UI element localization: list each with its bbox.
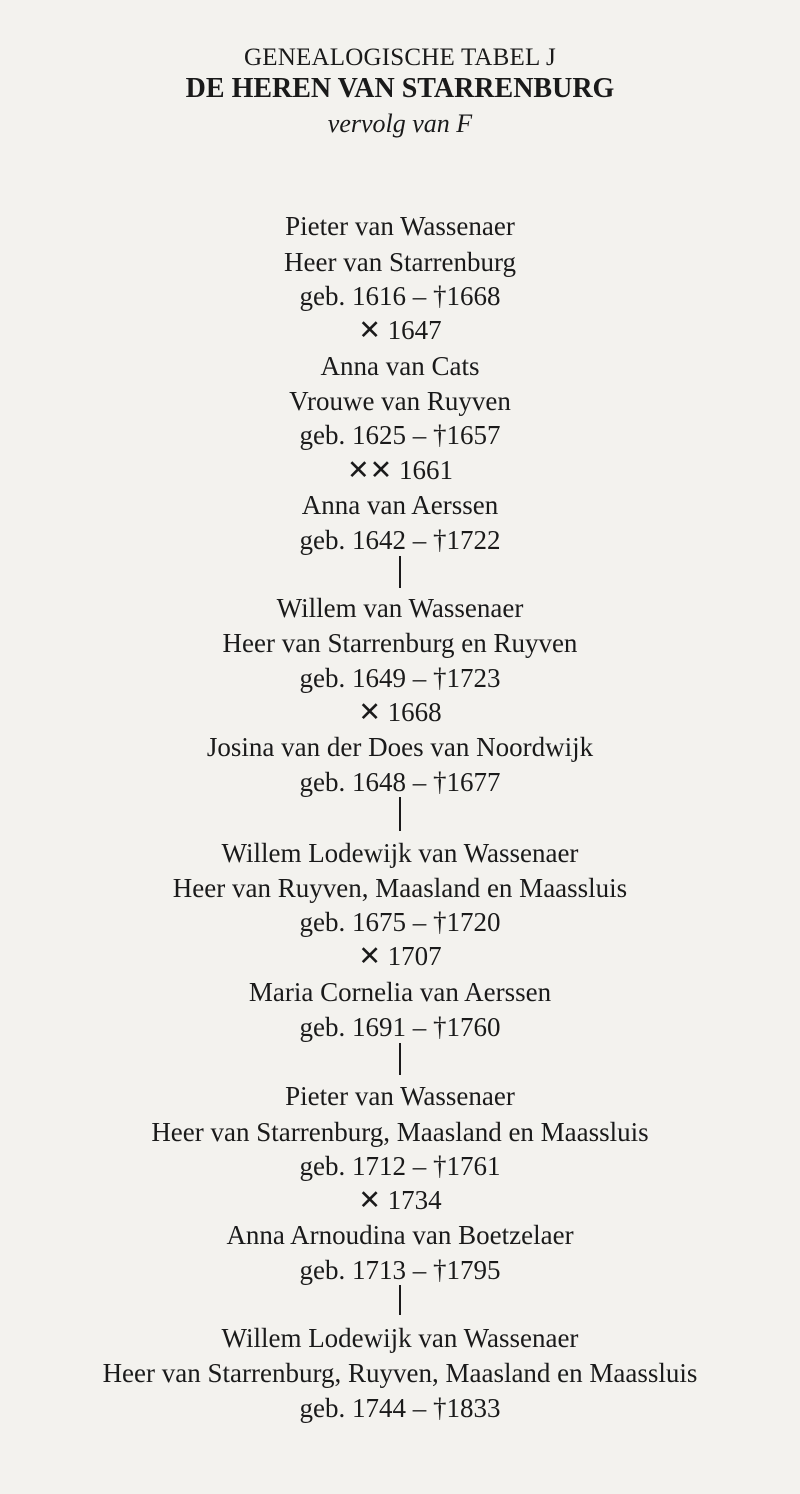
- person-name: Pieter van Wassenaer: [285, 1081, 515, 1111]
- spouse-title: Vrouwe van Ruyven: [289, 386, 511, 416]
- descent-line: [399, 1285, 401, 1315]
- table-series-label: GENEALOGISCHE TABEL J: [244, 44, 556, 71]
- spouse-dates: geb. 1691 – †1760: [299, 1012, 501, 1042]
- marriage-line: ✕ 1734: [358, 1185, 442, 1215]
- person-title: Heer van Ruyven, Maasland en Maassluis: [172, 873, 628, 903]
- marriage-line: ✕✕ 1661: [347, 455, 453, 485]
- person-name: Willem van Wassenaer: [276, 593, 524, 623]
- spouse-dates: geb. 1625 – †1657: [299, 420, 501, 450]
- person-name: Willem Lodewijk van Wassenaer: [221, 838, 579, 868]
- person-dates: geb. 1649 – †1723: [299, 663, 501, 693]
- person-title: Heer van Starrenburg, Maasland en Maassluis: [151, 1117, 649, 1147]
- spouse-name: Josina van der Does van Noordwijk: [206, 732, 594, 762]
- page-subtitle: vervolg van F: [327, 109, 473, 138]
- spouse-name: Anna van Aerssen: [301, 490, 499, 520]
- person-name: Pieter van Wassenaer: [285, 211, 515, 241]
- descent-line: [399, 797, 401, 831]
- person-name: Willem Lodewijk van Wassenaer: [221, 1323, 579, 1353]
- person-dates: geb. 1675 – †1720: [299, 907, 501, 937]
- descent-line: [399, 1043, 401, 1075]
- person-dates: geb. 1744 – †1833: [299, 1393, 501, 1423]
- spouse-name: Maria Cornelia van Aerssen: [248, 977, 552, 1007]
- spouse-name: Anna Arnoudina van Boetzelaer: [226, 1220, 574, 1250]
- person-title: Heer van Starrenburg en Ruyven: [222, 628, 578, 658]
- person-dates: geb. 1616 – †1668: [299, 281, 501, 311]
- person-title: Heer van Starrenburg: [284, 247, 516, 277]
- page-title: DE HEREN VAN STARRENBURG: [185, 73, 615, 104]
- person-dates: geb. 1712 – †1761: [299, 1151, 501, 1181]
- spouse-name: Anna van Cats: [320, 351, 480, 381]
- marriage-line: ✕ 1668: [358, 697, 442, 727]
- spouse-dates: geb. 1642 – †1722: [299, 525, 501, 555]
- spouse-dates: geb. 1713 – †1795: [299, 1255, 501, 1285]
- marriage-line: ✕ 1647: [358, 315, 442, 345]
- spouse-dates: geb. 1648 – †1677: [299, 767, 501, 797]
- marriage-line: ✕ 1707: [358, 941, 442, 971]
- descent-line: [399, 556, 401, 588]
- person-title: Heer van Starrenburg, Ruyven, Maasland en Maassluis: [102, 1358, 698, 1388]
